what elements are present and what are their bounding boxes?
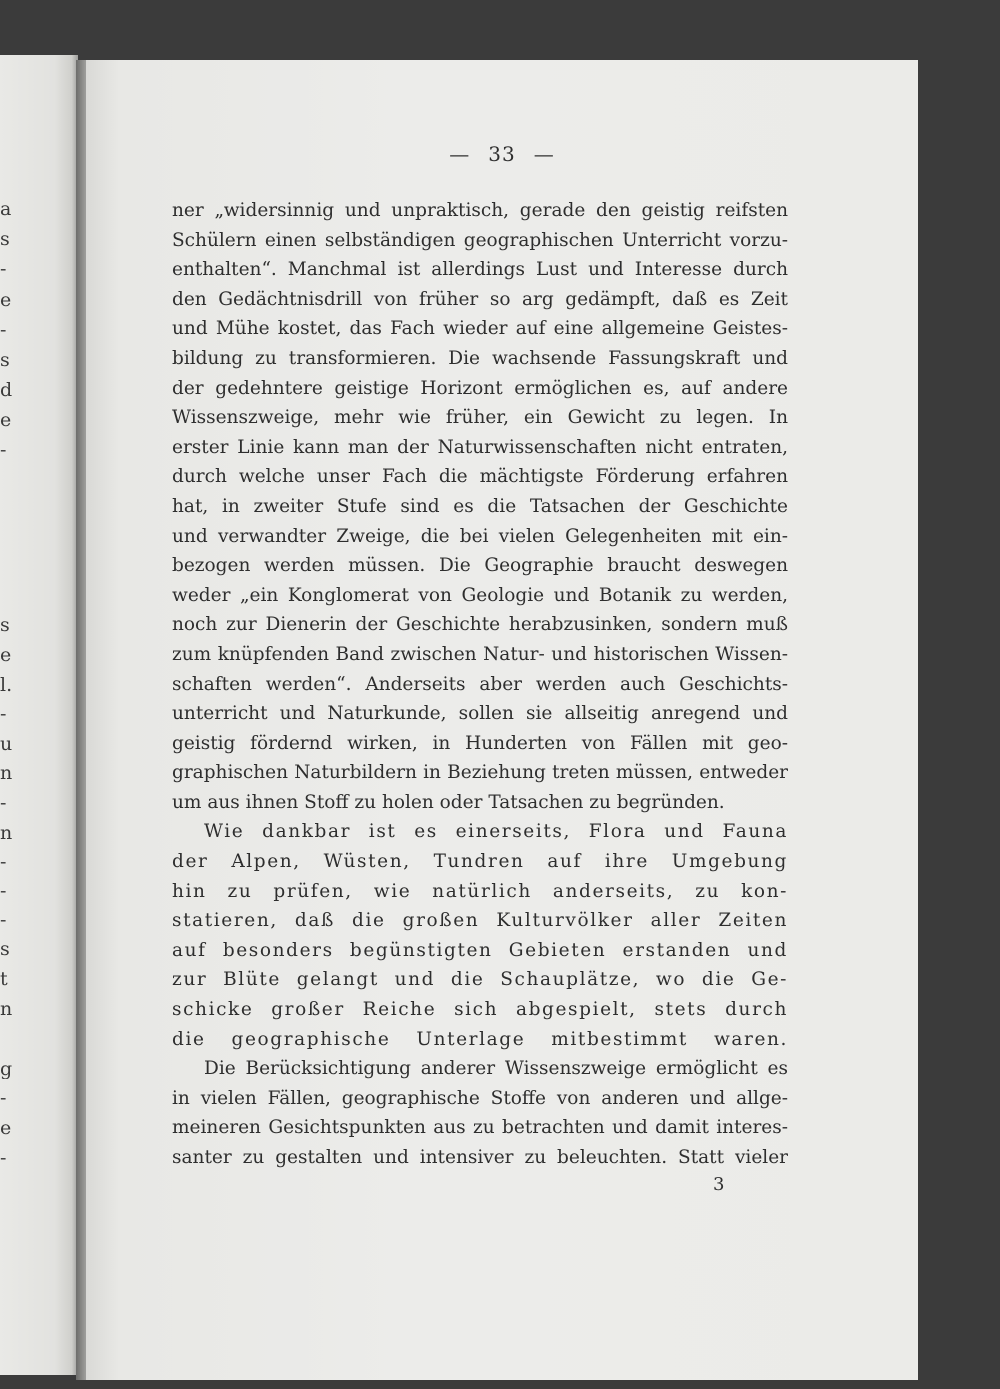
text-line: schaften werden“. Anderseits aber werden auch Geschichts- <box>172 673 788 695</box>
left-page-fragment: - <box>0 321 7 340</box>
left-page-fragment: n <box>0 824 13 843</box>
left-page-fragment: s <box>0 940 10 959</box>
text-line: meineren Gesichtspunkten aus zu betrachten und damit interes- <box>172 1117 788 1139</box>
text-line-spaced: der Alpen, Wüsten, Tundren auf ihre Umgebung <box>172 851 788 873</box>
text-line-spaced: statieren, daß die großen Kulturvölker aller Zeiten <box>172 910 788 932</box>
text-line-spaced: schicke großer Reiche sich abgespielt, stets durch <box>172 999 788 1021</box>
text-line: der gedehntere geistige Horizont ermöglichen es, auf andere <box>172 377 788 399</box>
text-line: geistig fördernd wirken, in Hunderten von Fällen mit geo- <box>172 732 788 754</box>
text-line: ner „widersinnig und unpraktisch, gerade den geistig reifsten <box>172 200 788 221</box>
page-header <box>86 142 918 166</box>
text-line: erster Linie kann man der Naturwissenschaften nicht entraten, <box>172 436 788 458</box>
text-line: unterricht und Naturkunde, sollen sie allseitig anregend und <box>172 703 788 725</box>
text-line: um aus ihnen Stoff zu holen oder Tatsachen zu begründen. <box>172 791 725 813</box>
text-line: santer zu gestalten und intensiver zu beleuchten. Statt vieler <box>172 1147 788 1168</box>
text-line-spaced: die geographische Unterlage mitbestimmt waren. <box>172 1028 788 1050</box>
text-line: hat, in zweiter Stufe sind es die Tatsachen der Geschichte <box>172 495 788 517</box>
page-number: 33 <box>488 142 516 166</box>
text-line: zum knüpfenden Band zwischen Natur- und historischen Wissen- <box>172 643 788 665</box>
left-page-fragment: s <box>0 230 10 249</box>
left-page-fragment: e <box>0 646 12 665</box>
left-page-fragment: e <box>0 1119 12 1138</box>
text-line: noch zur Dienerin der Geschichte herabzusinken, sondern muß <box>172 614 788 636</box>
left-page-fragment: - <box>0 882 7 901</box>
left-page-fragment: u <box>0 735 13 754</box>
text-line: bildung zu transformieren. Die wachsende Fassungskraft und <box>172 347 788 369</box>
header-dash: — <box>449 142 471 166</box>
text-line: und Mühe kostet, das Fach wieder auf eine allgemeine Geistes- <box>172 318 788 340</box>
text-line: graphischen Naturbildern in Beziehung treten müssen, entweder <box>172 762 788 784</box>
left-page-fragment: n <box>0 1000 13 1019</box>
text-line: bezogen werden müssen. Die Geographie braucht deswegen <box>172 555 788 577</box>
text-line: den Gedächtnisdrill von früher so arg gedämpft, daß es Zeit <box>172 288 788 310</box>
text-line: Wissenszweige, mehr wie früher, ein Gewicht zu legen. In <box>172 407 788 429</box>
left-page-fragment: - <box>0 794 7 813</box>
left-page-fragment: g <box>0 1060 13 1079</box>
text-line: in vielen Fällen, geographische Stoffe von anderen und allge- <box>172 1087 788 1109</box>
left-facing-page <box>0 55 78 1375</box>
body-text <box>172 196 788 1173</box>
header-dash: — <box>533 142 555 166</box>
left-page-fragment: - <box>0 853 7 872</box>
signature-mark: 3 <box>713 1174 725 1195</box>
left-page-fragment: n <box>0 764 13 783</box>
text-line-spaced: zur Blüte gelangt und die Schauplätze, wo die Ge- <box>172 969 788 991</box>
left-page-fragment: d <box>0 381 13 400</box>
text-line-spaced: auf besonders begünstigten Gebieten erstanden und <box>172 939 788 961</box>
left-page-fragment: l. <box>0 676 13 695</box>
left-page-fragment: s <box>0 616 10 635</box>
left-page-fragment: t <box>0 970 8 989</box>
left-page-fragment: e <box>0 411 12 430</box>
text-line: weder „ein Konglomerat von Geologie und Botanik zu werden, <box>172 584 788 606</box>
text-line: Die Berücksichtigung anderer Wissenszweige ermöglicht es <box>204 1058 788 1080</box>
left-page-fragment: e <box>0 291 12 310</box>
left-page-fragment: - <box>0 705 7 724</box>
right-page <box>86 60 918 1380</box>
left-page-fragment: a <box>0 200 12 219</box>
left-page-fragment: - <box>0 260 7 279</box>
text-line: durch welche unser Fach die mächtigste Förderung erfahren <box>172 466 788 488</box>
left-page-fragment: - <box>0 441 7 460</box>
left-page-fragment: - <box>0 1149 7 1168</box>
left-page-fragment: - <box>0 911 7 930</box>
text-line: enthalten“. Manchmal ist allerdings Lust und Interesse durch <box>172 259 788 281</box>
text-line-spaced: Wie dankbar ist es einerseits, Flora und Fauna <box>204 821 788 843</box>
text-line-spaced: hin zu prüfen, wie natürlich anderseits, zu kon- <box>172 880 788 902</box>
left-page-fragment: - <box>0 1089 7 1108</box>
text-line: und verwandter Zweige, die bei vielen Gelegenheiten mit ein- <box>172 525 788 547</box>
text-line: Schülern einen selbständigen geographischen Unterricht vorzu- <box>172 229 788 251</box>
left-page-fragment: s <box>0 351 10 370</box>
